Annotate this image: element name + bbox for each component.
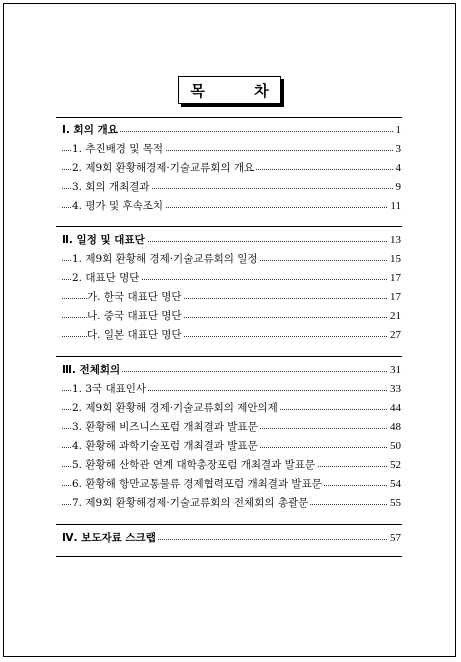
- section-divider: [56, 356, 402, 357]
- toc-page-number: 17: [390, 272, 401, 284]
- toc-page-number: 9: [395, 181, 401, 193]
- bottom-rule: [56, 556, 402, 557]
- toc-item-label: 1. 3국 대표인사: [72, 383, 147, 395]
- toc-item-label: 6. 환황해 항만교통물류 경제협력포럼 개최결과 발표문: [72, 478, 322, 490]
- toc-section-1[interactable]: [0, 123, 461, 137]
- toc-item-label: 4. 평가 및 후속조치: [72, 200, 164, 212]
- toc-item-label: 3. 환황해 비즈니스포럼 개최결과 발표문: [72, 421, 258, 433]
- toc-subitem[interactable]: [0, 328, 461, 342]
- toc-subitem-label: 나. 중국 대표단 명단: [87, 310, 182, 322]
- toc-item[interactable]: [0, 180, 461, 194]
- toc-page-number: 3: [395, 143, 401, 155]
- top-rule: [56, 117, 402, 118]
- toc-item[interactable]: [0, 496, 461, 510]
- toc-page-number: 54: [390, 478, 401, 490]
- toc-subitem[interactable]: [0, 290, 461, 304]
- toc-page-number: 17: [390, 291, 401, 303]
- toc-item-label: 1. 추진배경 및 목적: [72, 143, 164, 155]
- toc-item[interactable]: [0, 439, 461, 453]
- toc-subitem[interactable]: [0, 309, 461, 323]
- toc-item-label: 2. 대표단 명단: [72, 272, 140, 284]
- toc-title: 목 차: [190, 81, 291, 100]
- toc-page-number: 55: [390, 497, 401, 509]
- toc-section-4[interactable]: [0, 531, 461, 545]
- toc-section-label: Ⅳ. 보도자료 스크랩: [62, 532, 156, 544]
- toc-section-label: Ⅰ. 회의 개요: [62, 124, 118, 136]
- toc-item[interactable]: [0, 458, 461, 472]
- toc-item[interactable]: [0, 401, 461, 415]
- toc-page-number: 27: [390, 329, 401, 341]
- toc-page-number: 33: [390, 383, 401, 395]
- toc-page-number: 15: [390, 253, 401, 265]
- toc-item[interactable]: [0, 382, 461, 396]
- toc-page-number: 31: [390, 364, 401, 376]
- toc-page-number: 21: [390, 310, 401, 322]
- toc-page-number: 48: [390, 421, 401, 433]
- toc-item-label: 1. 제9회 환황해 경제·기술교류회의 일정: [72, 253, 258, 265]
- toc-item[interactable]: [0, 199, 461, 213]
- toc-item-label: 2. 제9회 환황해 경제·기술교류회의 제안의제: [72, 402, 278, 414]
- section-divider: [56, 226, 402, 227]
- toc-item[interactable]: [0, 252, 461, 266]
- toc-page-number: 11: [390, 200, 401, 212]
- toc-page-number: 4: [395, 162, 401, 174]
- toc-page-number: 1: [395, 124, 401, 136]
- toc-page-number: 13: [390, 234, 401, 246]
- toc-section-2[interactable]: [0, 233, 461, 247]
- toc-page-number: 57: [390, 532, 401, 544]
- toc-page-number: 44: [390, 402, 401, 414]
- toc-item-label: 4. 환황해 과학기술포럼 개최결과 발표문: [72, 440, 258, 452]
- toc-section-label: Ⅱ. 일정 및 대표단: [62, 234, 145, 246]
- toc-item[interactable]: [0, 142, 461, 156]
- toc-page-number: 52: [390, 459, 401, 471]
- toc-item[interactable]: [0, 161, 461, 175]
- toc-item-label: 7. 제9회 환황해경제·기술교류회의 전체회의 총괄문: [72, 497, 309, 509]
- toc-title-box: [178, 76, 291, 104]
- toc-section-label: Ⅲ. 전체회의: [62, 364, 121, 376]
- toc-item-label: 5. 환황해 산학관 연계 대학총장포럼 개최결과 발표문: [72, 459, 316, 471]
- toc-section-3[interactable]: [0, 363, 461, 377]
- section-divider: [56, 524, 402, 525]
- toc-subitem-label: 가. 한국 대표단 명단: [87, 291, 182, 303]
- toc-item[interactable]: [0, 477, 461, 491]
- toc-subitem-label: 다. 일본 대표단 명단: [87, 329, 182, 341]
- toc-item[interactable]: [0, 420, 461, 434]
- toc-item-label: 2. 제9회 환황해경제·기술교류회의 개요: [72, 162, 255, 174]
- toc-item-label: 3. 회의 개최결과: [72, 181, 150, 193]
- toc-page-number: 50: [390, 440, 401, 452]
- toc-item[interactable]: [0, 271, 461, 285]
